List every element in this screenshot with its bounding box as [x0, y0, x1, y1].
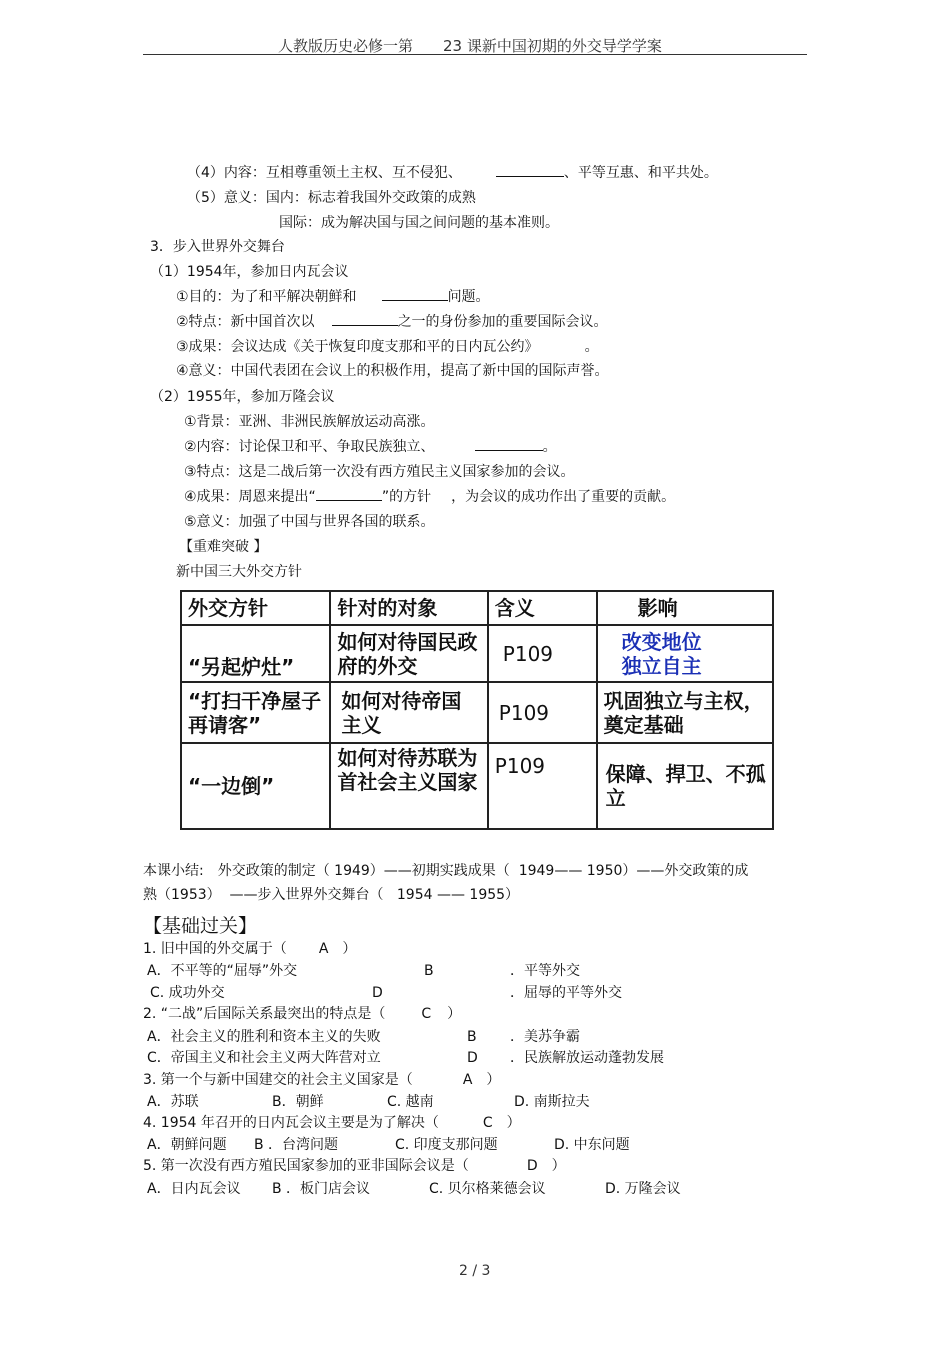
- option-d-text: ．民族解放运动蓬勃发展: [510, 1050, 664, 1066]
- option-c: C．帝国主义和社会主义两大阵营对立: [147, 1050, 381, 1066]
- option-d: D. 中东问题: [554, 1137, 630, 1153]
- column-header: 影响: [597, 591, 773, 625]
- column-header: 含义: [488, 591, 597, 625]
- geneva-feature-suffix: 之一的身份参加的重要国际会议。: [397, 314, 608, 330]
- geneva-significance: ④意义：中国代表团在会议上的积极作用，提高了新中国的国际声誉。: [176, 363, 609, 379]
- target-cell: 如何对待帝国主义: [330, 682, 487, 742]
- bandung-result-suffix: ”的方针: [381, 489, 432, 505]
- option-b-text: ．美苏争霸: [510, 1029, 580, 1045]
- column-header: 外交方针: [181, 591, 330, 625]
- question-1-stem: [143, 940, 356, 958]
- target-cell: 如何对待国民政府的外交: [330, 625, 487, 682]
- close-paren: ）: [506, 1115, 521, 1131]
- bandung-background: ①背景：亚洲、非洲民族解放运动高涨。: [184, 414, 435, 430]
- summary-line-2: 熟（1953） ——步入世界外交舞台（ 1954 —— 1955）: [143, 887, 520, 903]
- option-c: C. 印度支那问题: [395, 1137, 498, 1153]
- option-a: A．不平等的“屈辱”外交: [147, 963, 298, 979]
- impact-cell: 巩固独立与主权，奠定基础: [597, 682, 773, 742]
- meaning-cell: P109: [488, 625, 597, 682]
- geneva-result-text: ③成果：会议达成《关于恢复印度支那和平的日内瓦公约》: [176, 339, 539, 355]
- answer-key: A: [462, 1072, 473, 1088]
- subsection-1955: （2）1955年，参加万隆会议: [150, 389, 335, 405]
- question-stem: 3. 第一个与新中国建交的社会主义国家是（: [143, 1072, 413, 1088]
- policy-cell: “另起炉灶”: [181, 625, 330, 682]
- section-3-title: 3．步入世界外交舞台: [150, 239, 285, 255]
- target-cell: 如何对待苏联为首社会主义国家: [330, 743, 487, 829]
- option-c: C. 成功外交: [150, 985, 225, 1001]
- answer-key: A: [318, 941, 329, 957]
- geneva-feature: [176, 313, 608, 331]
- bandung-content-prefix: ②内容：讨论保卫和平、争取民族独立、: [184, 439, 435, 455]
- geneva-result: [176, 338, 599, 356]
- fill-blank: [475, 438, 543, 451]
- table-row: [181, 682, 773, 742]
- content-line-4: [187, 164, 718, 182]
- option-d-text: ．屈辱的平等外交: [510, 985, 622, 1001]
- option-d: D. 南斯拉夫: [514, 1094, 590, 1110]
- fill-blank: [316, 488, 382, 501]
- option-c: C. 越南: [387, 1094, 434, 1110]
- option-b-letter: B: [424, 963, 434, 979]
- question-5-stem: [143, 1157, 566, 1175]
- fill-blank: [382, 288, 448, 301]
- geneva-purpose-prefix: ①目的：为了和平解决朝鲜和: [176, 289, 357, 305]
- page-header-title: 人教版历史必修一第 23 课新中国初期的外交导学学案: [278, 37, 662, 55]
- line4-prefix: （4）内容：互相尊重领土主权、互不侵犯、: [187, 165, 462, 181]
- geneva-result-suffix: 。: [584, 339, 599, 355]
- geneva-purpose: [176, 288, 490, 306]
- bandung-result-tail: ，为会议的成功作出了重要的贡献。: [451, 489, 676, 505]
- header-rule: [143, 54, 807, 55]
- bandung-result-prefix: ④成果：周恩来提出“: [184, 489, 316, 505]
- option-b-letter: B: [467, 1029, 477, 1045]
- quiz-title: 【基础过关】: [143, 915, 258, 937]
- close-paren: ）: [447, 1006, 462, 1022]
- fill-blank: [496, 164, 564, 177]
- policy-cell: “打扫干净屋子再请客”: [181, 682, 330, 742]
- significance-international: 国际：成为解决国与国之间问题的基本准则。: [279, 215, 559, 231]
- table-header-row: [181, 591, 773, 625]
- meaning-cell: P109: [488, 682, 597, 742]
- fill-blank: [332, 313, 398, 326]
- bandung-significance: ⑤意义：加强了中国与世界各国的联系。: [184, 514, 435, 530]
- question-4-stem: [143, 1114, 521, 1132]
- subsection-1954: （1）1954年，参加日内瓦会议: [150, 264, 349, 280]
- option-b: B ．板门店会议: [272, 1181, 371, 1197]
- question-3-stem: [143, 1071, 500, 1089]
- option-d-letter: D: [372, 985, 383, 1001]
- option-a: A．社会主义的胜利和资本主义的失败: [147, 1029, 381, 1045]
- geneva-purpose-suffix: 问题。: [447, 289, 490, 305]
- option-a: A．苏联: [147, 1094, 199, 1110]
- policy-cell: “一边倒”: [181, 743, 330, 829]
- bandung-feature: ③特点：这是二战后第一次没有西方殖民主义国家参加的会议。: [184, 464, 575, 480]
- breakthrough-label: 【重难突破 】: [179, 539, 268, 555]
- page-number: 2 / 3: [459, 1263, 491, 1279]
- option-a: A．日内瓦会议: [147, 1181, 241, 1197]
- significance-line: （5）意义：国内：标志着我国外交政策的成熟: [187, 190, 476, 206]
- option-b: B．朝鲜: [272, 1094, 324, 1110]
- summary-line-1: 本课小结: 外交政策的制定（ 1949）——初期实践成果（ 1949—— 1950）——外交政策的成: [143, 863, 749, 879]
- meaning-cell: P109: [488, 743, 597, 829]
- impact-cell: 保障、捍卫、不孤立: [597, 743, 773, 829]
- question-stem: 1. 旧中国的外交属于（: [143, 941, 287, 957]
- option-c: C. 贝尔格莱德会议: [429, 1181, 546, 1197]
- policy-table: [180, 590, 774, 830]
- table-row: [181, 743, 773, 829]
- question-2-stem: [143, 1005, 461, 1023]
- option-a: A．朝鲜问题: [147, 1137, 227, 1153]
- answer-key: C: [482, 1115, 493, 1131]
- close-paren: ）: [486, 1072, 501, 1088]
- bandung-content: [184, 438, 557, 456]
- option-b-text: ．平等外交: [510, 963, 580, 979]
- bandung-content-suffix: 。: [542, 439, 557, 455]
- question-stem: 5. 第一次没有西方殖民国家参加的亚非国际会议是（: [143, 1158, 469, 1174]
- option-b: B ．台湾问题: [254, 1137, 339, 1153]
- option-d: D. 万隆会议: [605, 1181, 681, 1197]
- table-row: [181, 625, 773, 682]
- table-title: 新中国三大外交方针: [176, 564, 302, 580]
- impact-cell: 改变地位 独立自主: [597, 625, 773, 682]
- answer-key: D: [526, 1158, 538, 1174]
- question-stem: 4. 1954 年召开的日内瓦会议主要是为了解决（: [143, 1115, 439, 1131]
- column-header: 针对的对象: [330, 591, 487, 625]
- option-d-letter: D: [467, 1050, 478, 1066]
- close-paren: ）: [551, 1158, 566, 1174]
- close-paren: ）: [342, 941, 357, 957]
- geneva-feature-prefix: ②特点：新中国首次以: [176, 314, 315, 330]
- question-stem: 2. “二战”后国际关系最突出的特点是（: [143, 1006, 386, 1022]
- line4-suffix: 、平等互惠、和平共处。: [563, 165, 718, 181]
- answer-key: C: [421, 1006, 432, 1022]
- bandung-result: [184, 488, 675, 506]
